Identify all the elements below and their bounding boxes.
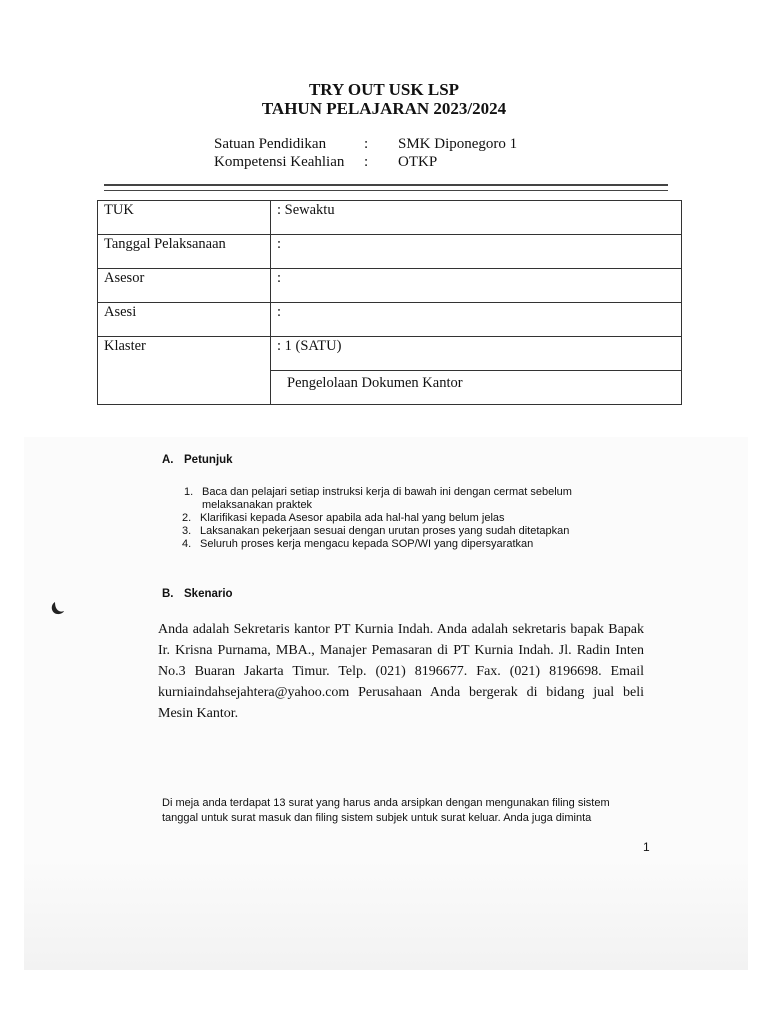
crescent-mark-icon <box>49 600 65 616</box>
section-title: Petunjuk <box>184 454 233 466</box>
cell-value: : 1 (SATU) <box>271 337 682 371</box>
instruction-list <box>184 486 604 551</box>
scenario-continuation: Di meja anda terdapat 13 surat yang harus anda arsipkan dengan mengunakan filing sistem tanggal untuk surat masuk dan filing sistem subjek untuk surat keluar. Anda juga diminta <box>162 797 610 824</box>
item-number: 1. <box>184 486 194 498</box>
section-letter: A. <box>162 454 174 466</box>
cell-value: : Sewaktu <box>271 201 682 235</box>
meta-label: Satuan Pendidikan <box>214 136 327 152</box>
cell-klaster-title: Pengelolaan Dokumen Kantor <box>271 371 682 405</box>
item-number: 4. <box>182 538 192 550</box>
item-number: 2. <box>182 512 192 524</box>
cell-value: : <box>271 235 682 269</box>
cell-label: Asesi <box>98 303 271 337</box>
section-b-heading <box>162 588 233 600</box>
list-item <box>184 486 604 512</box>
meta-value: OTKP <box>398 154 438 170</box>
meta-block <box>214 135 517 171</box>
cell-value: : <box>271 269 682 303</box>
table-row <box>98 269 682 303</box>
scenario-paragraph: Anda adalah Sekretaris kantor PT Kurnia Indah. Anda adalah sekretaris bapak Bapak Ir. Krisna Purnama, MBA., Manajer Pemasaran di PT Kurnia Indah. Jl. Radin Inten No.3 Buaran Jakarta Timur. Telp. (021) 8196677. Fax. (021) 8196698. Email kurniaindahsejahtera@yahoo.com Perusahaan Anda bergerak di bidang jual beli Mesin Kantor. <box>158 622 644 721</box>
meta-label: Kompetensi Keahlian <box>214 154 345 170</box>
cell-label: Klaster <box>98 337 271 405</box>
cell-label: Asesor <box>98 269 271 303</box>
page-number: 1 <box>643 840 650 854</box>
scanned-page-shade <box>24 860 748 970</box>
meta-value: SMK Diponegoro 1 <box>398 136 518 152</box>
table-row <box>98 201 682 235</box>
document-title-line1: TRY OUT USK LSP <box>308 80 460 99</box>
cell-value: : <box>271 303 682 337</box>
meta-row-kompetensi <box>214 153 517 171</box>
cell-label: Tanggal Pelaksanaan <box>98 235 271 269</box>
table-row <box>98 235 682 269</box>
item-text: Baca dan pelajari setiap instruksi kerja di bawah ini dengan cermat sebelum melaksanakan praktek <box>202 486 572 511</box>
table-row <box>98 303 682 337</box>
meta-row-satuan <box>214 135 517 153</box>
meta-colon: : <box>364 136 369 152</box>
cell-label: TUK <box>98 201 271 235</box>
header-divider <box>104 184 668 191</box>
meta-colon: : <box>364 154 369 170</box>
item-text: Seluruh proses kerja mengacu kepada SOP/WI yang dipersyaratkan <box>200 538 534 550</box>
section-title: Skenario <box>184 588 233 600</box>
document-title-line2: TAHUN PELAJARAN 2023/2024 <box>261 99 507 118</box>
table-row <box>98 337 682 371</box>
section-letter: B. <box>162 588 174 600</box>
list-item <box>182 538 604 551</box>
list-item <box>182 525 604 538</box>
info-table <box>97 200 682 405</box>
item-text: Klarifikasi kepada Asesor apabila ada hal-hal yang belum jelas <box>200 512 505 524</box>
item-text: Laksanakan pekerjaan sesuai dengan urutan proses yang sudah ditetapkan <box>200 525 570 537</box>
item-number: 3. <box>182 525 192 537</box>
section-a-heading <box>162 454 233 466</box>
list-item <box>182 512 604 525</box>
